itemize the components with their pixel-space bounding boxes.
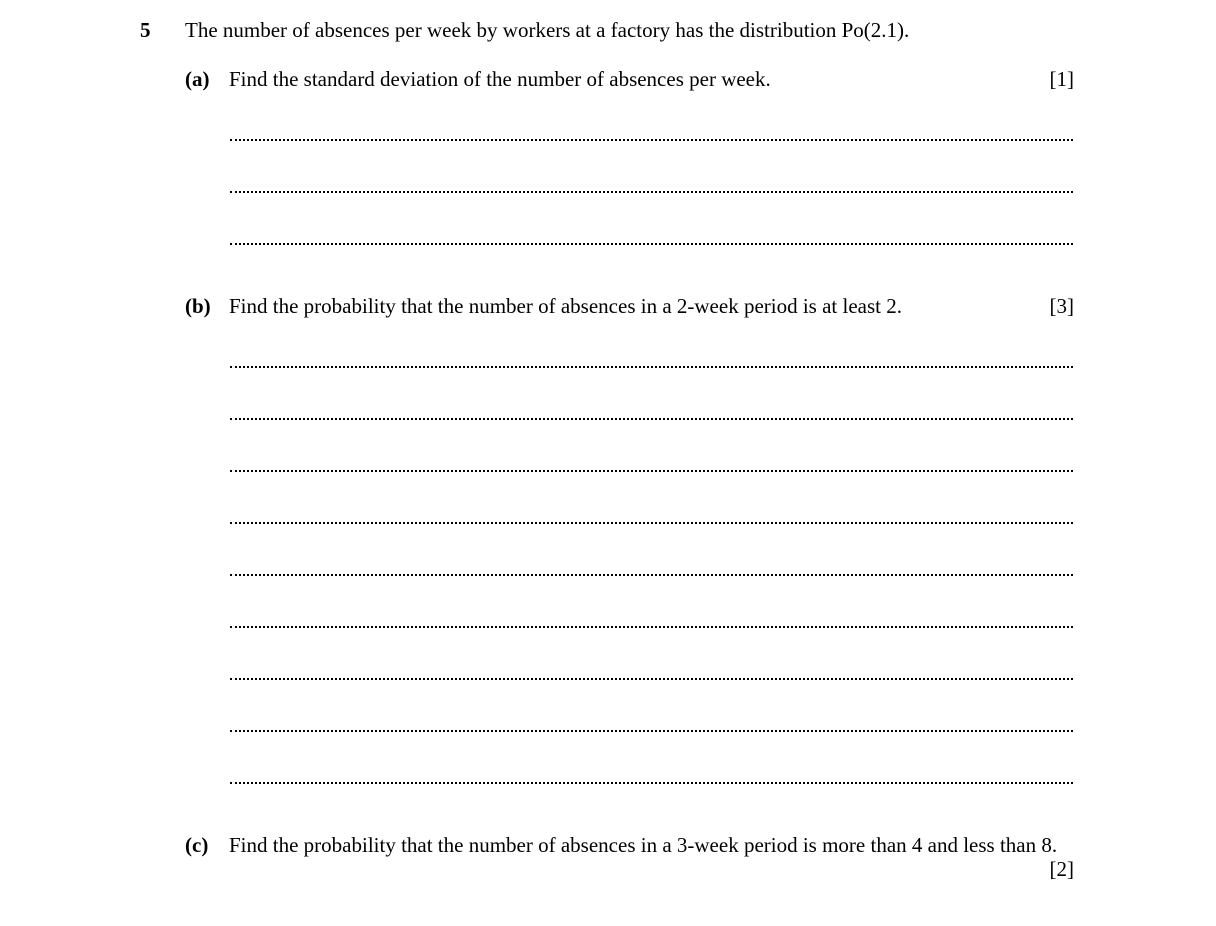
part-b [185, 293, 1074, 319]
part-a-label: (a) [185, 67, 210, 91]
answer-line[interactable] [230, 243, 1073, 245]
part-c-marks: [2] [1049, 857, 1074, 881]
answer-line[interactable] [230, 522, 1073, 524]
part-b-marks: [3] [1049, 294, 1074, 318]
answer-line[interactable] [230, 191, 1073, 193]
part-b-text: Find the probability that the number of absences in a 2-week period is at least 2. [229, 294, 902, 318]
answer-line[interactable] [230, 678, 1073, 680]
part-c [185, 832, 1074, 884]
question-stem: The number of absences per week by workers at a factory has the distribution Po(2.1). [185, 18, 910, 42]
answer-line[interactable] [230, 470, 1073, 472]
part-a [185, 66, 1074, 92]
part-c-text: Find the probability that the number of absences in a 3-week period is more than 4 and less than 8. [229, 833, 1058, 857]
answer-line[interactable] [230, 626, 1073, 628]
part-b-label: (b) [185, 294, 211, 318]
answer-line[interactable] [230, 730, 1073, 732]
part-a-text: Find the standard deviation of the number of absences per week. [229, 67, 771, 91]
part-a-marks: [1] [1049, 67, 1074, 91]
question-number: 5 [140, 18, 151, 42]
answer-line[interactable] [230, 782, 1073, 784]
answer-line[interactable] [230, 418, 1073, 420]
answer-line[interactable] [230, 139, 1073, 141]
answer-line[interactable] [230, 366, 1073, 368]
part-c-label: (c) [185, 833, 209, 857]
answer-line[interactable] [230, 574, 1073, 576]
